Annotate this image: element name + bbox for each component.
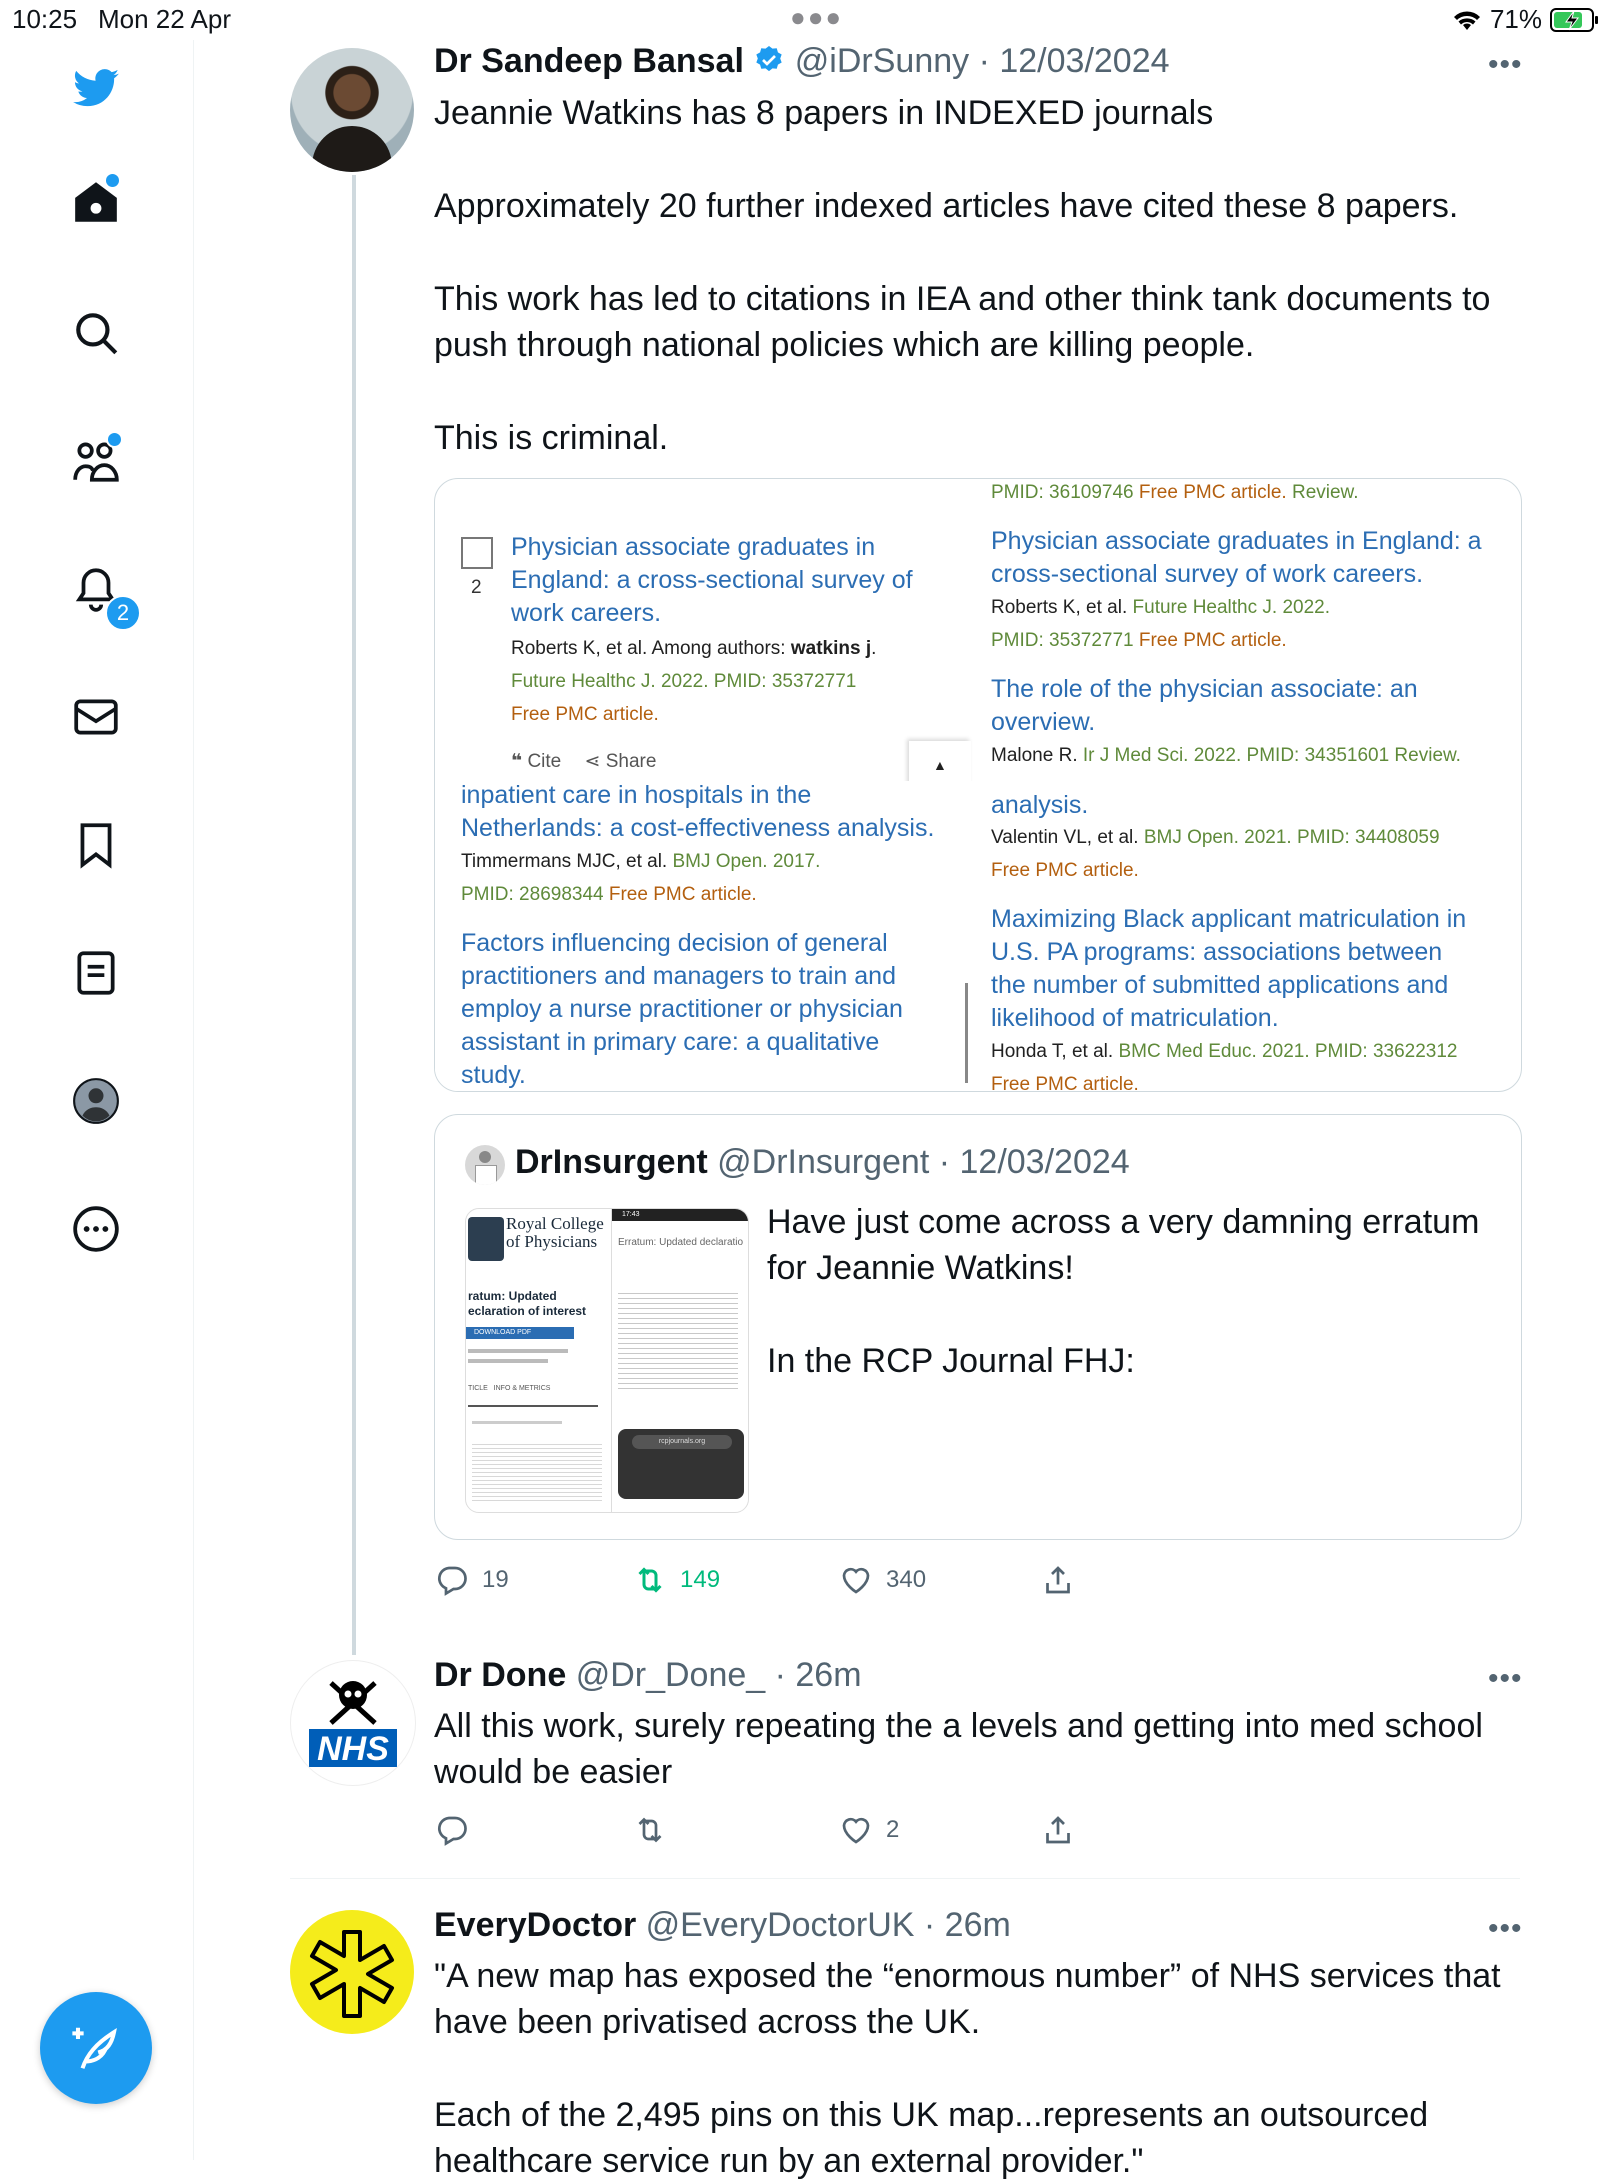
home-icon[interactable]: [60, 166, 132, 238]
tweet-text-line-2: Approximately 20 further indexed articles have cited these 8 papers.: [434, 187, 1459, 225]
wifi-icon: [1452, 8, 1482, 32]
like-count-2: 2: [886, 1816, 900, 1843]
tweet-text-line-4: This is criminal.: [434, 419, 669, 457]
thumb-download-button: DOWNLOAD PDF: [466, 1327, 574, 1339]
communities-unread-dot: [106, 431, 123, 448]
share-icon: ⋖: [584, 751, 601, 772]
compose-tweet-button[interactable]: [40, 1992, 152, 2104]
avatar-everydoctor[interactable]: [290, 1910, 414, 2034]
caret-up-icon: ▲: [933, 757, 947, 773]
article-r-title-1: Physician associate graduates in England: a cross-sectional survey of work careers.: [991, 527, 1482, 588]
scrollbar: [965, 983, 968, 1083]
checkbox-icon: [461, 537, 493, 569]
profile-icon[interactable]: [60, 1065, 132, 1137]
pubmed-right-column: [991, 479, 1521, 1091]
messages-icon[interactable]: [60, 681, 132, 753]
share-icon: [1040, 1812, 1076, 1848]
avatar-dr-done[interactable]: [290, 1660, 416, 1786]
multitask-dots-icon[interactable]: ●●●: [790, 2, 844, 32]
retweet-count: 149: [680, 1566, 721, 1593]
share-button[interactable]: [1040, 1562, 1076, 1598]
tweet-header: [434, 42, 1170, 81]
thread-line: [352, 175, 356, 1655]
cite-share-row: ❝ Cite ⋖ Share: [511, 751, 657, 772]
tweet-more-icon-2[interactable]: •••: [1488, 1662, 1523, 1695]
cite-quote-icon: ❝: [511, 751, 523, 772]
tweet-header-2: [434, 1656, 862, 1695]
like-count: 340: [886, 1566, 927, 1593]
retweet-icon: [632, 1812, 668, 1848]
verified-badge-icon: [753, 44, 785, 76]
article-r-title-4: Maximizing Black applicant matriculation in U.S. PA programs: associations between the number of submitted applications and likelihood of matriculation.: [991, 905, 1467, 1032]
quote-tweet[interactable]: [434, 1114, 1522, 1540]
bookmarks-icon[interactable]: [60, 809, 132, 881]
lists-icon[interactable]: [60, 937, 132, 1009]
battery-percent: 71%: [1489, 4, 1542, 34]
tweet-text-line-3: This work has led to citations in IEA and other think tank documents to push through national policies which are killing people.: [434, 280, 1491, 364]
tweet-text-3: "A new map has exposed the “enormous number” of NHS services that have been privatised across the UK.: [434, 1957, 1501, 2041]
share-icon: [1040, 1562, 1076, 1598]
article-r-free-3: Free PMC article.: [991, 860, 1139, 881]
result-number: 2: [471, 577, 482, 598]
author-name-2[interactable]: Dr Done: [434, 1656, 567, 1694]
reply-icon: [434, 1812, 470, 1848]
reply-icon: [434, 1562, 470, 1598]
article-r-meta-2: Malone R. Ir J Med Sci. 2022. PMID: 34351601 Review.: [991, 745, 1461, 766]
reply-button[interactable]: [434, 1562, 509, 1598]
author-handle-2[interactable]: @Dr_Done_ · 26m: [575, 1656, 862, 1694]
article-title-3: Factors influencing decision of general practitioners and managers to train and employ a nurse practitioner or physician assistant in primary care: a qualitative study.: [461, 929, 903, 1089]
article-r-meta-3: Valentin VL, et al. BMJ Open. 2021. PMID: 34408059: [991, 827, 1440, 848]
feather-plus-icon: [69, 2021, 123, 2075]
retweet-button[interactable]: [632, 1562, 720, 1598]
author-name[interactable]: Dr Sandeep Bansal: [434, 42, 744, 80]
article-top-pmid: PMID: 36109746 Free PMC article. Review.: [991, 482, 1359, 503]
tweet-header-3: [434, 1906, 1011, 1945]
heart-icon: [838, 1812, 874, 1848]
article-r-title-3: analysis.: [991, 791, 1089, 819]
skull-crossbones-nhs-logo-icon: [291, 1661, 415, 1785]
thumb-erratum-label: ratum: Updated eclaration of interest: [468, 1289, 587, 1318]
quote-text-2: In the RCP Journal FHJ:: [767, 1342, 1135, 1380]
tweet-more-icon[interactable]: •••: [1488, 48, 1523, 81]
thumb-erratum-title: Erratum: Updated declaratio: [618, 1237, 744, 1248]
twitter-logo-icon[interactable]: [60, 52, 132, 124]
thumb-tabs: TICLE INFO & METRICS: [468, 1385, 551, 1392]
like-button-2[interactable]: [838, 1812, 899, 1848]
article-authors-1: Roberts K, et al. Among authors: watkins j.: [511, 638, 877, 659]
pubmed-left-column: [435, 479, 975, 1091]
status-bar: [0, 0, 1620, 40]
article-title-2: inpatient care in hospitals in the Netherlands: a cost-effectiveness analysis.: [461, 781, 935, 842]
status-date: Mon 22 Apr: [98, 4, 231, 34]
tweet-divider: [290, 1878, 1520, 1879]
tweet-more-icon-3[interactable]: •••: [1488, 1912, 1523, 1945]
home-unread-dot: [104, 172, 121, 189]
article-r-title-2: The role of the physician associate: an overview.: [991, 675, 1418, 736]
tweet-text-3b: Each of the 2,495 pins on this UK map...represents an outsourced healthcare service run by an external provider.": [434, 2096, 1429, 2180]
article-r-free-4: Free PMC article.: [991, 1074, 1139, 1091]
article-journal-1: Future Healthc J. 2022. PMID: 35372771: [511, 671, 857, 692]
avatar-drinsurgent: [465, 1145, 505, 1185]
rcp-crest-icon: [468, 1217, 504, 1261]
like-button[interactable]: [838, 1562, 926, 1598]
more-options-icon[interactable]: [60, 1193, 132, 1265]
author-handle[interactable]: @iDrSunny · 12/03/2024: [794, 42, 1170, 80]
communities-icon[interactable]: [60, 425, 132, 497]
notifications-badge: 2: [105, 595, 141, 631]
author-name-3[interactable]: EveryDoctor: [434, 1906, 637, 1944]
quote-author-handle: @DrInsurgent · 12/03/2024: [717, 1143, 1130, 1181]
article-meta-2: Timmermans MJC, et al. BMJ Open. 2017.: [461, 851, 821, 872]
article-r-pmid-1: PMID: 35372771 Free PMC article.: [991, 630, 1287, 651]
erratum-screenshot-thumbnail: [465, 1208, 749, 1513]
reply-button-2[interactable]: [434, 1812, 470, 1848]
retweet-icon: [632, 1562, 668, 1598]
quote-header: [515, 1143, 1130, 1182]
quote-text: Have just come across a very damning erratum for Jeannie Watkins!: [767, 1203, 1480, 1287]
article-free-1: Free PMC article.: [511, 704, 659, 725]
article-pmid-2: PMID: 28698344 Free PMC article.: [461, 884, 757, 905]
article-title-1: Physician associate graduates in England: a cross-sectional survey of work careers.: [511, 533, 913, 627]
article-r-meta-1: Roberts K, et al. Future Healthc J. 2022.: [991, 597, 1331, 618]
search-icon[interactable]: [60, 297, 132, 369]
status-time: 10:25: [12, 4, 78, 34]
thumb-phone-url: rcpjournals.org: [632, 1435, 732, 1449]
avatar-dr-sandeep-bansal[interactable]: [290, 48, 414, 172]
heart-icon: [838, 1562, 874, 1598]
rcp-logo-text: Royal College of Physicians: [506, 1214, 604, 1251]
tweet-text-2: All this work, surely repeating the a levels and getting into med school would be easier: [434, 1707, 1483, 1791]
tweet-media-image[interactable]: [434, 478, 1522, 1092]
reply-count: 19: [482, 1566, 509, 1593]
share-button-2[interactable]: [1040, 1812, 1076, 1848]
article-r-meta-4: Honda T, et al. BMC Med Educ. 2021. PMID: 33622312: [991, 1041, 1458, 1062]
thumb-phone-status: 17:43: [612, 1209, 749, 1221]
author-handle-3[interactable]: @EveryDoctorUK · 26m: [645, 1906, 1011, 1944]
sidebar: [0, 40, 194, 2160]
tweet-text-line-1: Jeannie Watkins has 8 papers in INDEXED journals: [434, 94, 1214, 132]
retweet-button-2[interactable]: [632, 1812, 668, 1848]
battery-charging-icon: [1550, 7, 1600, 33]
svg-text:NHS: NHS: [317, 1730, 389, 1768]
quote-author-name: DrInsurgent: [515, 1143, 708, 1181]
asterisk-logo-icon: [290, 1910, 414, 2034]
